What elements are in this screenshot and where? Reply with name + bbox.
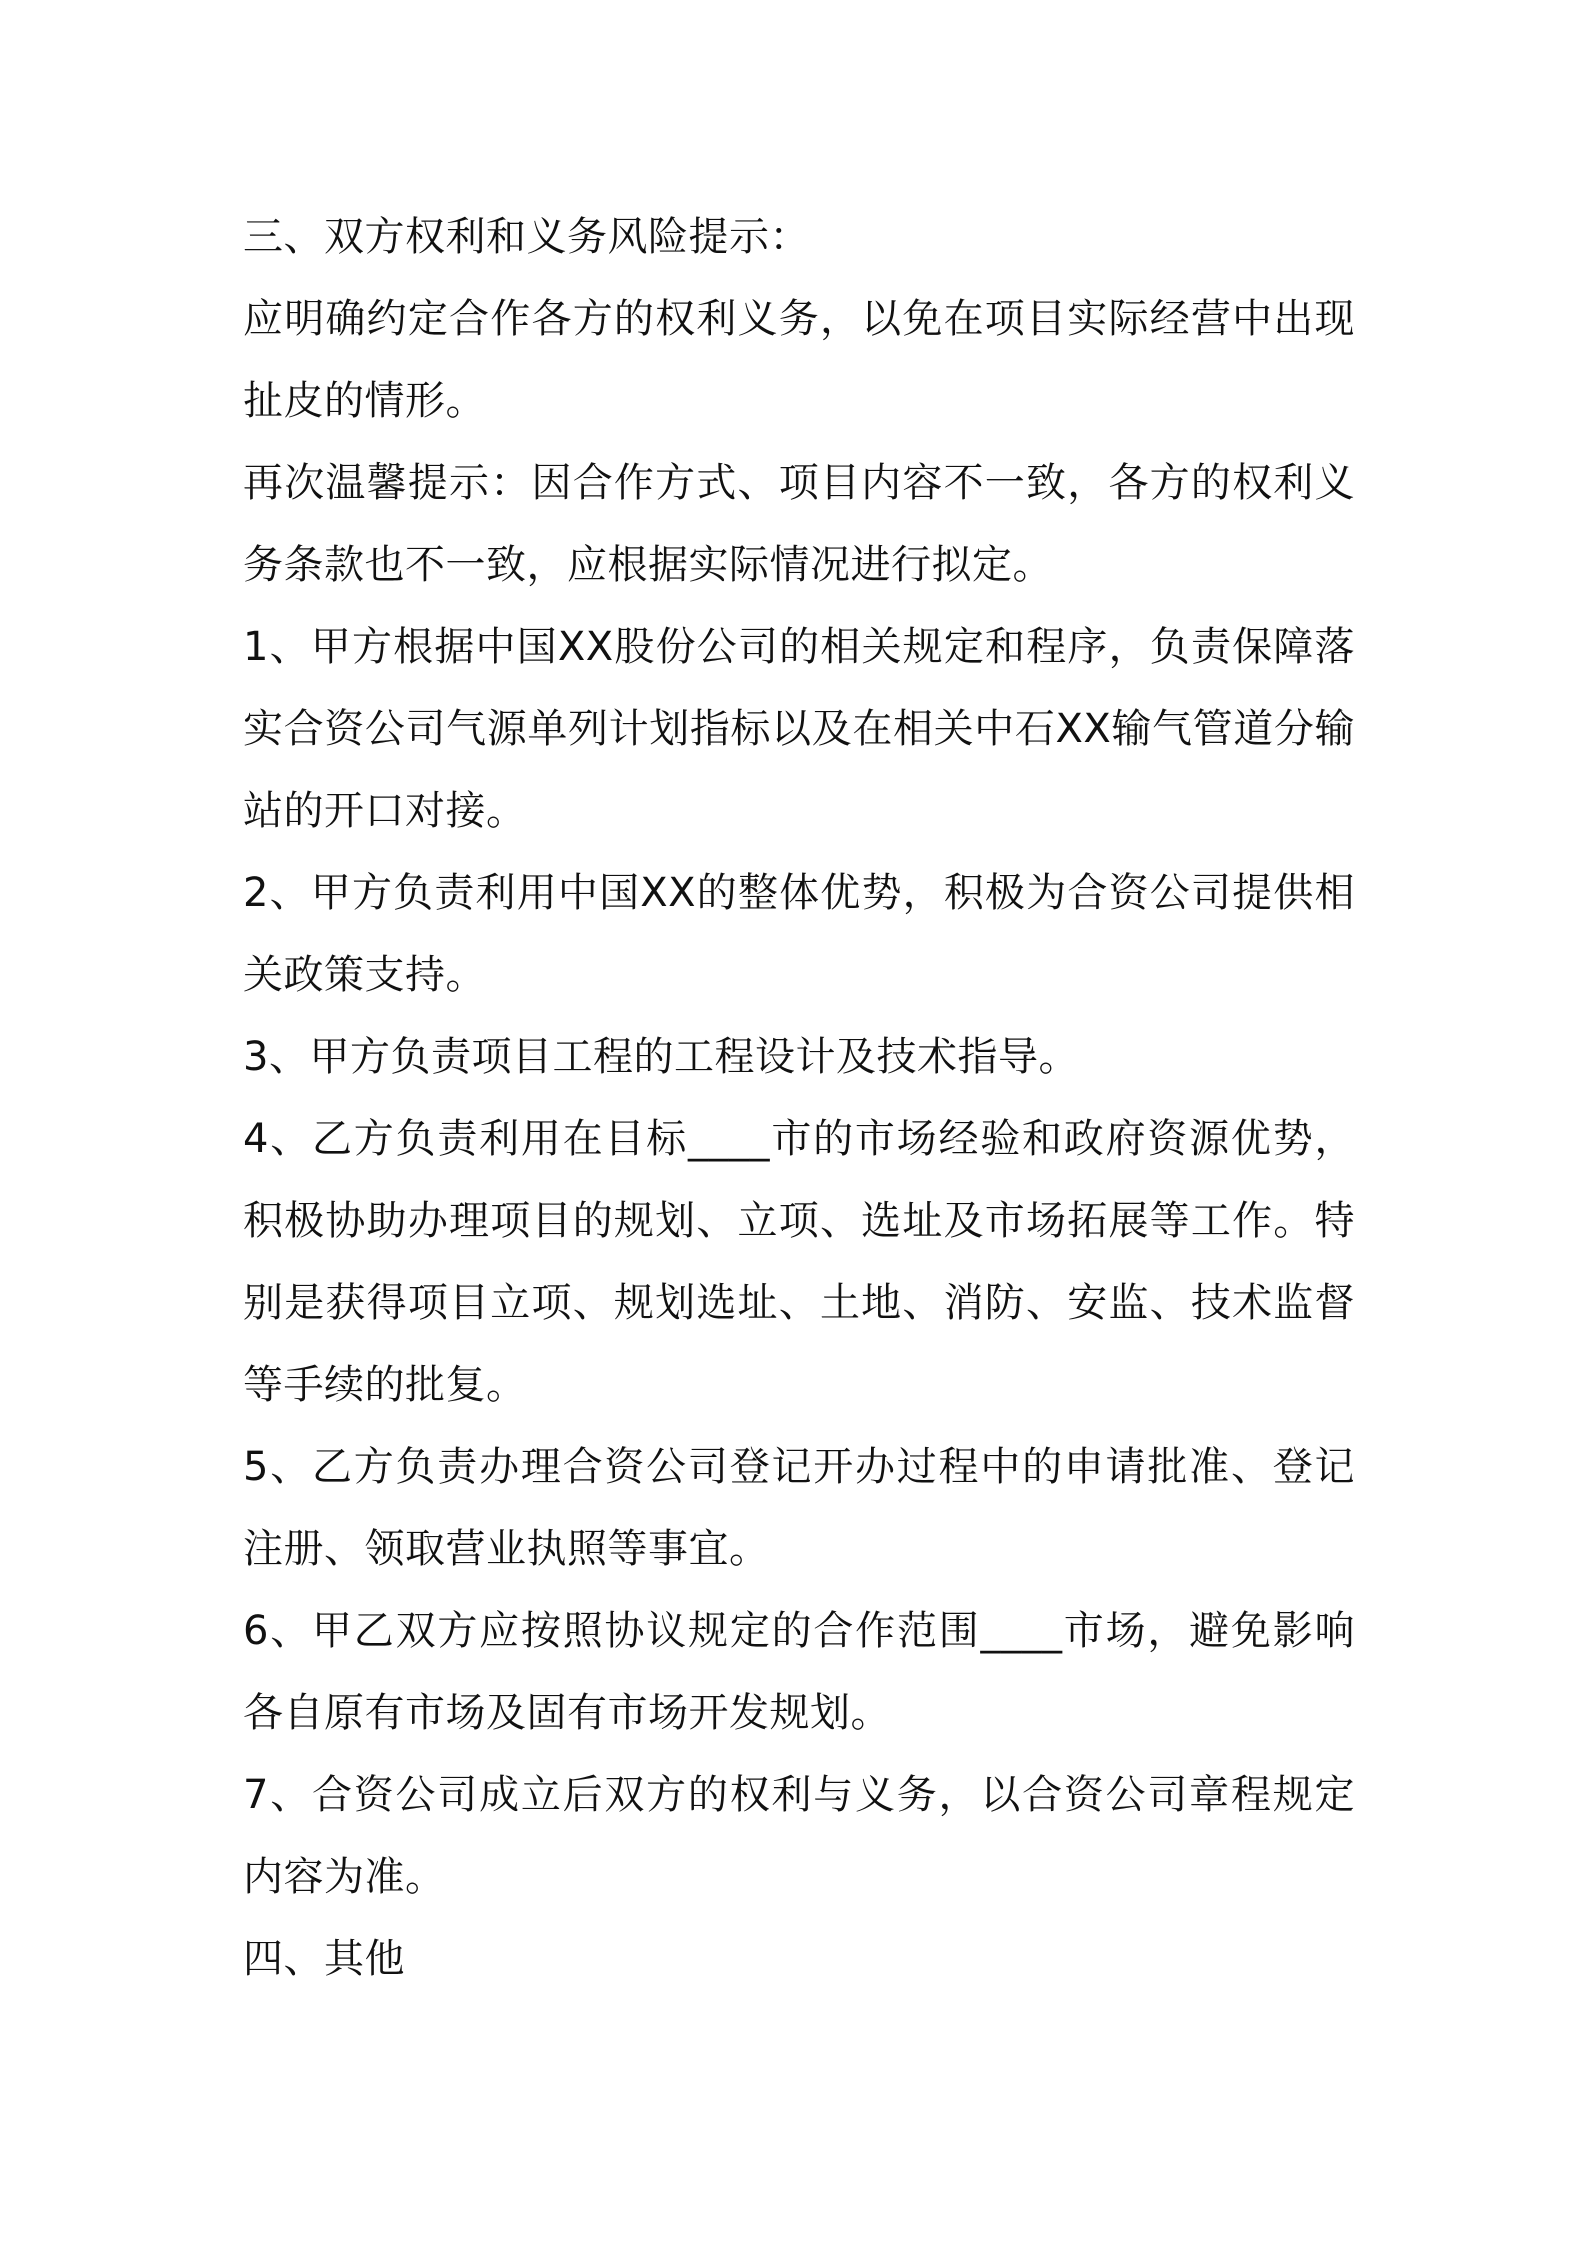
section-4-heading: 四、其他 [243,1936,405,1982]
clause-6: 6、甲乙双方应按照协议规定的合作范围____市场，避免影响各自原有市场及固有市场开发规划。 [243,1608,1355,1736]
clause-2: 2、甲方负责利用中国XX的整体优势，积极为合资公司提供相关政策支持。 [243,870,1355,998]
clause-5: 5、乙方负责办理合资公司登记开办过程中的申请批准、登记注册、领取营业执照等事宜。 [243,1444,1355,1572]
section-3-heading: 三、双方权利和义务风险提示： [243,214,810,260]
clause-1: 1、甲方根据中国XX股份公司的相关规定和程序，负责保障落实合资公司气源单列计划指标以及在相关中石XX输气管道分输站的开口对接。 [243,624,1355,834]
clause-3: 3、甲方负责项目工程的工程设计及技术指导。 [243,1034,1079,1080]
clause-4: 4、乙方负责利用在目标____市的市场经验和政府资源优势，积极协助办理项目的规划、立项、选址及市场拓展等工作。特别是获得项目立项、规划选址、土地、消防、安监、技术监督等手续的批复。 [243,1116,1355,1408]
clause-7: 7、合资公司成立后双方的权利与义务，以合资公司章程规定内容为准。 [243,1772,1355,1900]
intro-paragraph: 应明确约定合作各方的权利义务，以免在项目实际经营中出现扯皮的情形。 [243,296,1355,424]
document-body [243,196,1355,2000]
reminder-paragraph: 再次温馨提示：因合作方式、项目内容不一致，各方的权利义务条款也不一致，应根据实际情况进行拟定。 [243,460,1355,588]
